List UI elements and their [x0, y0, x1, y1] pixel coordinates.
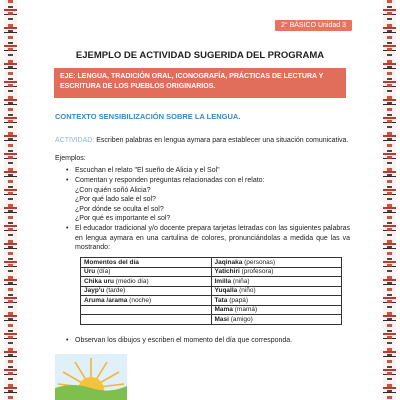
- table-row: [81, 258, 342, 268]
- activity-label: ACTIVIDAD:: [55, 137, 95, 144]
- bullet-icon: •: [66, 337, 69, 344]
- table-cell: Jayp'u (tarde): [81, 286, 212, 296]
- page-title: EJEMPLO DE ACTIVIDAD SUGERIDA DEL PROGRAMA: [75, 50, 325, 61]
- table-cell: Jaqinaka (personas): [211, 258, 342, 268]
- table-cell: Yuqalla (niño): [211, 286, 342, 296]
- question-item: ¿Por qué lado sale el sol?: [75, 196, 156, 203]
- table-row: [81, 315, 342, 325]
- question-item: ¿Por dónde se oculta el sol?: [75, 205, 164, 213]
- axis-banner: EJE: LENGUA, TRADICIÓN ORAL, ICONOGRAFÍA, PRÁCTICAS DE LECTURA Y ESCRITURA DE LOS PUEBLOS ORIGINARIOS.: [54, 68, 346, 98]
- table-cell: Masi (amigo): [211, 315, 342, 325]
- table-cell: Aruma /arama (noche): [81, 296, 212, 306]
- table-row: [81, 286, 342, 296]
- observe-text: Observan los dibujos y escriben el momento del día que corresponda.: [75, 337, 293, 344]
- table-cell: [81, 315, 212, 325]
- table-cell: Tata (papá): [211, 296, 342, 306]
- table-cell: Yatichiri (profesora): [211, 267, 342, 277]
- grade-unit-badge: 2° BÁSICO Unidad 3: [275, 20, 352, 31]
- bullet-icon: •: [66, 167, 69, 174]
- table-cell: Imilla (niña): [211, 277, 342, 287]
- table-cell: Chika uru (medio día): [81, 277, 212, 287]
- bullet-text: Comentan y responden preguntas relacionadas con el relato:: [75, 177, 265, 184]
- table-row: [81, 267, 342, 277]
- activity-text: Escriben palabras en lengua aymara para establecer una situación comunicativa.: [96, 137, 349, 144]
- list-item: [66, 224, 350, 253]
- section-title: CONTEXTO SENSIBILIZACIÓN SOBRE LA LENGUA.: [55, 112, 241, 121]
- table-cell: [81, 305, 212, 315]
- bullet-icon: •: [66, 225, 69, 232]
- question-item: ¿Por qué es importante el sol?: [75, 215, 171, 222]
- sunrise-drawing: [55, 354, 127, 400]
- table-row: [81, 296, 342, 306]
- question-item: ¿Con quién soñó Alicia?: [75, 186, 151, 194]
- bullet-text: Escuchan el relato "El sueño de Alicia y el Sol": [75, 167, 220, 174]
- table-cell: Mama (mamá): [211, 305, 342, 315]
- list-item: [66, 166, 350, 176]
- bullet-text: El educador tradicional y/o docente prepara tarjetas letradas con las siguientes palabras en lengua aymara en una cartulina de colores, pronunciándolas a medida que las va mostrando:: [75, 225, 350, 251]
- examples-title: Ejemplos:: [55, 155, 86, 162]
- activity-line: [55, 137, 348, 144]
- list-item: [66, 176, 350, 186]
- table-cell: Uru (día): [81, 267, 212, 277]
- table-row: [81, 305, 342, 315]
- table-cell: Momentos del día: [81, 258, 212, 268]
- vocabulary-table: [80, 257, 342, 325]
- question-list: [75, 186, 350, 224]
- list-item: [66, 336, 350, 346]
- table-row: [81, 277, 342, 287]
- bullet-icon: •: [66, 177, 69, 184]
